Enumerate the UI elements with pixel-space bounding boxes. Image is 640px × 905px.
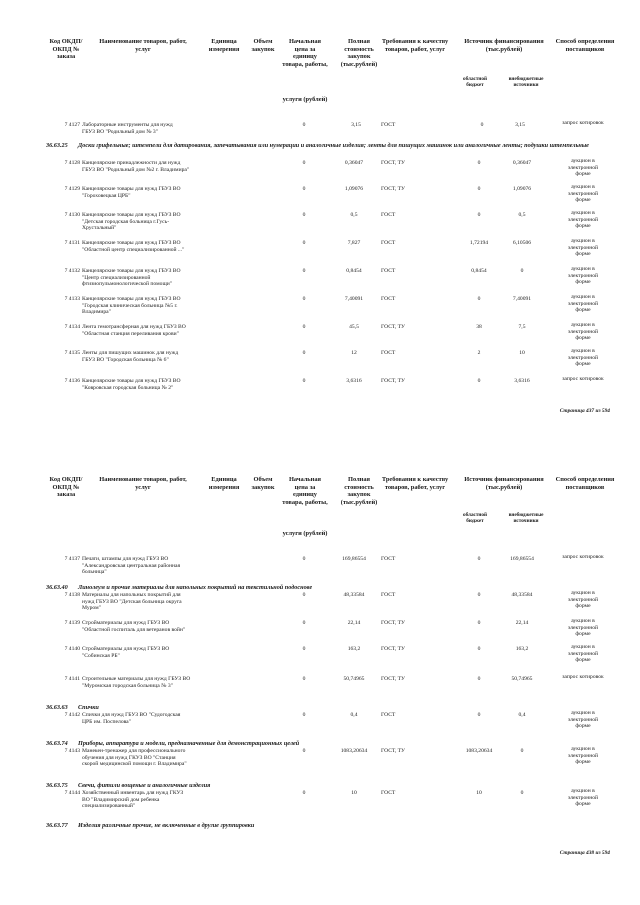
row-reg: 38	[476, 324, 482, 330]
row-reg: 0	[477, 620, 481, 626]
row-method: аукцион в электронной форме	[567, 348, 599, 368]
row-kod: 7 4136	[64, 378, 80, 384]
row-method: аукцион в электронной форме	[567, 294, 599, 314]
row-price: 0	[302, 556, 306, 562]
row-req: ГОСТ	[381, 790, 396, 796]
row-req: ГОСТ	[381, 712, 396, 718]
row-price: 0	[302, 160, 306, 166]
row-total: 1083,20634	[340, 748, 368, 754]
row-kod: 7 4132	[64, 268, 80, 274]
row-req: ГОСТ	[381, 240, 396, 246]
row-method: запрос котировок	[562, 674, 604, 680]
group-code: 36.63.75	[46, 782, 68, 789]
row-extra: 0	[520, 790, 524, 796]
row-extra: 0,36047	[512, 160, 532, 166]
row-reg: 0	[477, 592, 481, 598]
col-src-reg-header: областной бюджет	[463, 512, 487, 525]
row-kod: 7 4133	[64, 296, 80, 302]
row-kod: 7 4138	[64, 592, 80, 598]
row-reg: 0	[477, 212, 481, 218]
row-req: ГОСТ, ТУ	[381, 646, 405, 652]
col-req-header: Требования к качеству товаров, работ, услуг	[381, 476, 449, 491]
row-total: 163,2	[347, 646, 361, 652]
row-reg: 0	[477, 160, 481, 166]
row-total: 50,74965	[343, 676, 365, 682]
row-req: ГОСТ	[381, 268, 396, 274]
row-price: 0	[302, 712, 306, 718]
row-reg: 0	[477, 378, 481, 384]
row-req: ГОСТ, ТУ	[381, 186, 405, 192]
row-price: 0	[302, 240, 306, 246]
row-extra: 7,40091	[512, 296, 532, 302]
row-total: 22,14	[347, 620, 361, 626]
row-req: ГОСТ, ТУ	[381, 748, 405, 754]
row-total: 3,6316	[346, 378, 362, 384]
row-extra: 169,86554	[510, 556, 534, 562]
row-total: 48,33584	[343, 592, 365, 598]
row-method: аукцион в электронной форме	[567, 710, 599, 730]
group-title: Изделия различные прочие, не включенные в другие группировки	[78, 822, 255, 829]
row-name: Лабораторные инструменты для нужд ГБУЗ ВО "Родильный дом № 3"	[82, 122, 173, 135]
row-reg: 0	[477, 676, 481, 682]
row-extra: 0	[520, 268, 524, 274]
row-method: запрос котировок	[562, 120, 604, 126]
row-req: ГОСТ	[381, 296, 396, 302]
col-src-header: Источник финансирования (тыс.рублей)	[464, 38, 544, 53]
col-volume-header: Объем закупок	[251, 38, 275, 53]
row-total: 1,09076	[344, 186, 364, 192]
row-reg: 1083,20634	[465, 748, 493, 754]
row-method: аукцион в электронной форме	[567, 590, 599, 610]
row-extra: 10	[519, 350, 525, 356]
col-src-extra-header: внебюджетные источники	[508, 512, 544, 525]
row-price: 0	[302, 378, 306, 384]
row-extra: 6,10506	[512, 240, 532, 246]
row-method: аукцион в электронной форме	[567, 322, 599, 342]
row-extra: 7,5	[518, 324, 526, 330]
row-price: 0	[302, 186, 306, 192]
row-kod: 7 4134	[64, 324, 80, 330]
col-req-header: Требования к качеству товаров, работ, услуг	[381, 38, 449, 53]
row-extra: 3,6316	[514, 378, 530, 384]
page-footer: Страница 438 из 594	[559, 850, 610, 856]
row-kod: 7 4143	[64, 748, 80, 754]
row-name: Стройматериалы для нужд ГБУЗ ВО "Областной госпиталь для ветеранов войн"	[82, 620, 186, 633]
row-extra: 0,4	[518, 712, 526, 718]
row-total: 7,40091	[344, 296, 364, 302]
row-req: ГОСТ, ТУ	[381, 160, 405, 166]
row-name: Манекен-тренажер для профессионального обучения для нужд ГКУЗ ВО "Станция скорой медицинской помощи г. Владимира"	[82, 748, 187, 768]
page-footer: Страница 437 из 594	[559, 408, 610, 414]
group-title: Свечи, фитили вощеные и аналогичные изделия	[78, 782, 211, 789]
row-price: 0	[302, 122, 306, 128]
row-reg: 1,72194	[469, 240, 489, 246]
row-reg: 0	[477, 646, 481, 652]
row-reg: 0	[477, 296, 481, 302]
row-req: ГОСТ, ТУ	[381, 378, 405, 384]
row-req: ГОСТ, ТУ	[381, 676, 405, 682]
row-extra: 1,09076	[512, 186, 532, 192]
col-kod-header: Код ОКДП/ ОКПД № заказа	[49, 476, 83, 499]
row-method: аукцион в электронной форме	[567, 788, 599, 808]
row-name: Канцелярские товары для нужд ГБУЗ ВО "Гороховецкая ЦРБ"	[82, 186, 181, 199]
row-total: 12	[351, 350, 357, 356]
row-extra: 48,33584	[511, 592, 533, 598]
row-kod: 7 4127	[64, 122, 80, 128]
group-title: Линолеум и прочие материалы для напольных покрытий на текстильной подоснове	[78, 584, 313, 591]
group-code: 36.63.63	[46, 704, 68, 711]
row-name: Печати, штампы для нужд ГБУЗ ВО "Александровская центральная районная больница"	[82, 556, 181, 576]
row-method: запрос котировок	[562, 376, 604, 382]
row-kod: 7 4131	[64, 240, 80, 246]
row-kod: 7 4135	[64, 350, 80, 356]
row-reg: 0	[480, 122, 484, 128]
row-price: 0	[302, 296, 306, 302]
row-reg: 0	[477, 712, 481, 718]
col-price-header-bottom: услуги (рублей)	[282, 530, 328, 537]
row-name: Строительные материалы для нужд ГБУЗ ВО "Муромская городская больница № 3"	[82, 676, 191, 689]
row-req: ГОСТ	[381, 592, 396, 598]
row-extra: 3,15	[515, 122, 525, 128]
group-title: Спички	[78, 704, 99, 711]
col-unit-header: Единица измерения	[208, 476, 240, 491]
col-name-header: Наименование товаров, работ, услуг	[99, 38, 187, 53]
col-name-header: Наименование товаров, работ, услуг	[99, 476, 187, 491]
row-extra: 0	[520, 748, 524, 754]
row-name: Лента гемотрансферная для нужд ГБУЗ ВО "Областная станция переливания крови"	[82, 324, 186, 337]
row-name: Стройматериалы для нужд ГБУЗ ВО "Собинская РБ"	[82, 646, 170, 659]
row-total: 0,36047	[344, 160, 364, 166]
row-name: Спички для нужд ГБУЗ ВО "Судогодская ЦРБ им. Поспелова"	[82, 712, 181, 725]
row-name: Ленты для пишущих машинок для нужд ГБУЗ ВО "Городская больница № 6"	[82, 350, 179, 363]
row-req: ГОСТ	[381, 350, 396, 356]
col-price-header-bottom: услуги (рублей)	[282, 96, 328, 103]
col-kod-header: Код ОКДП/ ОКПД № заказа	[49, 38, 83, 61]
col-src-header: Источник финансирования (тыс.рублей)	[464, 476, 544, 491]
row-price: 0	[302, 748, 306, 754]
row-kod: 7 4142	[64, 712, 80, 718]
row-reg: 10	[476, 790, 482, 796]
row-method: запрос котировок	[562, 554, 604, 560]
row-price: 0	[302, 268, 306, 274]
row-name: Материалы для напольных покрытий для нужд ГБУЗ ВО "Детская больница округа Муром"	[82, 592, 182, 612]
row-total: 10	[351, 790, 357, 796]
row-kod: 7 4137	[64, 556, 80, 562]
row-extra: 163,2	[515, 646, 529, 652]
group-code: 36.63.25	[46, 142, 68, 149]
row-total: 0,5	[350, 212, 358, 218]
row-price: 0	[302, 592, 306, 598]
col-price-header-top: Начальная цена за единицу товара, работы,	[282, 38, 328, 68]
col-total-header: Полная стоимость закупок (тыс.рублей)	[340, 476, 378, 506]
row-price: 0	[302, 324, 306, 330]
row-method: аукцион в электронной форме	[567, 184, 599, 204]
row-kod: 7 4139	[64, 620, 80, 626]
row-req: ГОСТ	[381, 212, 396, 218]
row-reg: 2	[477, 350, 481, 356]
row-reg: 0	[477, 186, 481, 192]
row-method: аукцион в электронной форме	[567, 238, 599, 258]
row-name: Канцелярские принадлежности для нужд ГБУЗ ВО "Родильный дом №2 г. Владимира"	[82, 160, 190, 173]
row-extra: 0,5	[518, 212, 526, 218]
col-volume-header: Объем закупок	[251, 476, 275, 491]
row-method: аукцион в электронной форме	[567, 210, 599, 230]
row-price: 0	[302, 676, 306, 682]
group-title: Доски грифельные; штемпели для датирования, запечатывания или нумерации и аналогичные изделия; ленты для пишущих машинок или аналогичные ленты; подушки штемпельные	[78, 142, 589, 149]
row-method: аукцион в электронной форме	[567, 618, 599, 638]
row-kod: 7 4129	[64, 186, 80, 192]
group-title: Приборы, аппаратура и модели, предназначенные для демонстрационных целей	[78, 740, 300, 747]
row-method: аукцион в электронной форме	[567, 746, 599, 766]
row-name: Канцелярские товары для нужд ГБУЗ ВО "Ковровская городская больница № 2"	[82, 378, 181, 391]
row-kod: 7 4130	[64, 212, 80, 218]
row-req: ГОСТ, ТУ	[381, 324, 405, 330]
row-price: 0	[302, 790, 306, 796]
row-reg: 0,8454	[471, 268, 487, 274]
group-code: 36.63.77	[46, 822, 68, 829]
row-total: 7,827	[347, 240, 361, 246]
row-req: ГОСТ	[381, 556, 396, 562]
row-kod: 7 4141	[64, 676, 80, 682]
col-price-header-top: Начальная цена за единицу товара, работы,	[282, 476, 328, 506]
group-code: 36.63.40	[46, 584, 68, 591]
row-price: 0	[302, 350, 306, 356]
col-src-reg-header: областной бюджет	[463, 76, 487, 89]
row-method: аукцион в электронной форме	[567, 266, 599, 286]
row-total: 45,5	[349, 324, 359, 330]
col-method-header: Способ определения поставщиков	[555, 476, 615, 491]
row-price: 0	[302, 212, 306, 218]
col-unit-header: Единица измерения	[208, 38, 240, 53]
row-method: аукцион в электронной форме	[567, 644, 599, 664]
row-kod: 7 4128	[64, 160, 80, 166]
row-extra: 22,14	[515, 620, 529, 626]
row-price: 0	[302, 620, 306, 626]
group-code: 36.63.74	[46, 740, 68, 747]
row-name: Хозяйственный инвентарь для нужд ГКУЗ ВО "Владимирский дом ребенка специализированный"	[82, 790, 184, 810]
row-reg: 0	[477, 556, 481, 562]
row-name: Канцелярские товары для нужд ГБУЗ ВО "Центр специализированной фтизиопульмонологической помощи"	[82, 268, 181, 288]
row-req: ГОСТ	[381, 122, 396, 128]
row-price: 0	[302, 646, 306, 652]
row-total: 3,15	[351, 122, 361, 128]
row-extra: 50,74965	[511, 676, 533, 682]
col-src-extra-header: внебюджетные источники	[508, 76, 544, 89]
row-total: 0,8454	[346, 268, 362, 274]
row-name: Канцелярские товары для нужд ГБУЗ ВО "Городская клиническая больница №5 г. Владимира"	[82, 296, 181, 316]
col-total-header: Полная стоимость закупок (тыс.рублей)	[340, 38, 378, 68]
row-total: 169,86554	[342, 556, 366, 562]
row-name: Канцелярские товары для нужд ГБУЗ ВО "Областной центр специализированной ..."	[82, 240, 185, 253]
row-kod: 7 4144	[64, 790, 80, 796]
row-total: 0,4	[350, 712, 358, 718]
row-req: ГОСТ, ТУ	[381, 620, 405, 626]
row-kod: 7 4140	[64, 646, 80, 652]
row-method: аукцион в электронной форме	[567, 158, 599, 178]
row-name: Канцелярские товары для нужд ГБУЗ ВО "Детская городская больница г.Гусь-Хрустальный"	[82, 212, 181, 232]
col-method-header: Способ определения поставщиков	[555, 38, 615, 53]
